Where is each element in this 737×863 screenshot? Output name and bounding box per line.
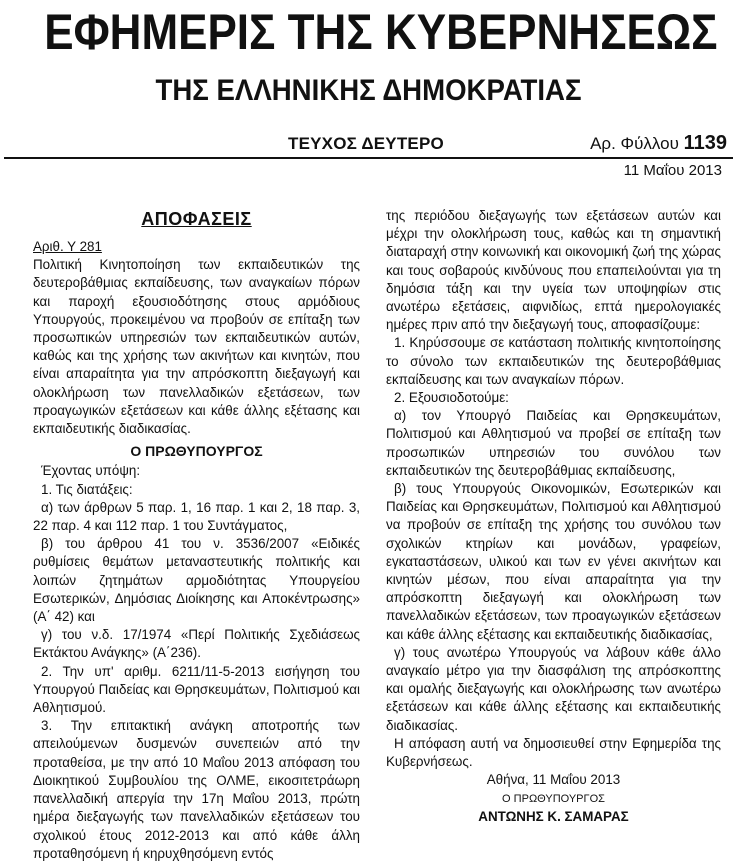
decision-2a: α) τον Υπουργό Παιδείας και Θρησκευμάτων, Πολιτισμού και Αθλητισμού να προβεί σε επίταξη των προσωπικών υπηρεσιών του συνόλου των εκπαιδευτικών της δευτεροβάθμιας εκπαίδευσης, <box>386 408 721 478</box>
sheet-number-value: 1139 <box>683 132 727 154</box>
provision-1b: β) του άρθρου 41 του ν. 3536/2007 «Ειδικές ρυθμίσεις θεμάτων μεταναστευτικής πολιτικής και λοιπών ζητημάτων αρμοδιότητας Υπουργείου Εσωτερικών, Δημόσιας Διοίκησης και Αποκέντρωσης» (Α΄ 42) και <box>33 536 360 625</box>
signature-role: Ο ΠΡΩΘΥΠΟΥΡΓΟΣ <box>502 792 605 805</box>
header-rule <box>4 157 733 159</box>
signature-name: ΑΝΤΩΝΗΣ Κ. ΣΑΜΑΡΑΣ <box>478 808 629 824</box>
decision-reference: Αριθ. Υ 281 <box>33 239 102 254</box>
right-column <box>386 207 721 826</box>
pm-heading: Ο ΠΡΩΘΥΠΟΥΡΓΟΣ <box>130 443 263 460</box>
gazette-subtitle: ΤΗΣ ΕΛΛΗΝΙΚΗΣ ΔΗΜΟΚΡΑΤΙΑΣ <box>155 74 582 107</box>
gazette-title: ΕΦΗΜΕΡΙΣ ΤΗΣ ΚΥΒΕΡΝΗΣΕΩΣ <box>44 4 718 60</box>
having-in-view: Έχοντας υπόψη: <box>41 463 141 479</box>
provision-1: 1. Τις διατάξεις: <box>41 481 133 497</box>
decision-2b: β) τους Υπουργούς Οικονομικών, Εσωτερικών και Παιδείας και Θρησκευμάτων, Πολιτισμού και Αθλητισμού να προβούν σε επίταξη της χρήσης του συνόλου των σχολικών κτηρίων και μονάδων, γραφείων, εγκαταστάσεων, υλικού και των εν γένει ακινήτων και κινητών μέσων, που είναι απαραίτητα για την απρόσκοπτη διεξαγωγή και ολοκλήρωση των πανελλαδικών εξετάσεων, των προαγωγικών εξετάσεων και κάθε άλλης εξέτασης και εκπαιδευτικής διαδικασίας, <box>386 481 721 642</box>
section-title: ΑΠΟΦΑΣΕΙΣ <box>141 209 252 229</box>
issue-date: 11 Μαΐου 2013 <box>623 162 722 179</box>
provision-3: 3. Την επιτακτική ανάγκη αποτροπής των απειλούμενων δυσμενών συνεπειών από την προταθείσα, με την από 10 Μαΐου 2013 απόφαση του Διοικητικού Συμβουλίου της ΟΛΜΕ, εικοσιτετράωρη πανελλαδική απεργία την 17η Μαΐου 2013, πρώτη ημέρα διεξαγωγής των πανελλαδικών εξετάσεων του σχολικού έτους 2012-2013 και από κάθε άλλη προταθησόμενη ή κηρυχθησόμενη εντός <box>33 718 360 861</box>
decision-summary: Πολιτική Κινητοποίηση των εκπαιδευτικών της δευτεροβάθμιας εκπαίδευσης, των αναγκαίων πόρων και παροχή εξουσιοδότησης στους αρμόδιους Υπουργούς, προκειμένου να προβούν σε επίταξη των προσωπικών υπηρεσιών των εκπαιδευτικών αυτών, καθώς και της χρήσης των ακινήτων και κινητών, που είναι απαραίτητα για την απρόσκοπτη διεξαγωγή και ολοκλήρωση των πανελλαδικών εξετάσεων, των προαγωγικών εξετάσεων και κάθε άλλης εξέτασης και εκπαιδευτικής διαδικασίας. <box>33 257 360 437</box>
publication-order: Η απόφαση αυτή να δημοσιευθεί στην Εφημερίδα της Κυβερνήσεως. <box>386 735 721 770</box>
left-column <box>33 206 360 863</box>
provision-2: 2. Την υπ' αριθμ. 6211/11-5-2013 εισήγηση του Υπουργού Παιδείας και Θρησκευμάτων, Πολιτισμού και Αθλητισμού. <box>33 663 360 716</box>
issue-label: ΤΕΥΧΟΣ ΔΕΥΤΕΡΟ <box>288 134 444 153</box>
sheet-number <box>590 131 727 156</box>
provision-1a: α) των άρθρων 5 παρ. 1, 16 παρ. 1 και 2, 18 παρ. 3, 22 παρ. 4 και 112 παρ. 1 του Συντάγματος, <box>33 499 360 534</box>
decision-2: 2. Εξουσιοδοτούμε: <box>394 390 509 406</box>
provision-1c: γ) του ν.δ. 17/1974 «Περί Πολιτικής Σχεδιάσεως Εκτάκτου Ανάγκης» (Α΄236). <box>33 627 360 661</box>
place-date: Αθήνα, 11 Μαΐου 2013 <box>486 772 621 788</box>
decision-1: 1. Κηρύσσουμε σε κατάσταση πολιτικής κινητοποίησης το σύνολο των εκπαιδευτικών της δευτεροβάθμιας εκπαίδευσης και των αναγκαίων πόρων. <box>386 335 721 387</box>
sheet-label: Αρ. Φύλλου <box>590 134 679 153</box>
provision-3-continued: της περιόδου διεξαγωγής των εξετάσεων αυτών και μέχρι την ολοκλήρωση τους, καθώς και τη σημαντική διαταραχή στην κοινωνική και οικονομική ζωή της χώρας και τους σοβαρούς κινδύνους που επαπειλούνται για τη δημόσια τάξη και την υγεία των υποψηφίων στις ανωτέρω εξετάσεις, αιφνιδίως, επτά ημερολογιακές ημέρες πριν από την διεξαγωγή τους, αποφασίζουμε: <box>386 208 721 333</box>
decision-2c: γ) τους ανωτέρω Υπουργούς να λάβουν κάθε άλλο αναγκαίο μέτρο για την διασφάλιση της απρόσκοπτης και ομαλής διεξαγωγής και ολοκλήρωσης των ανωτέρω εξετάσεων και κάθε άλλης εξέτασης και εκπαιδευτικής διαδικασίας. <box>386 644 721 733</box>
